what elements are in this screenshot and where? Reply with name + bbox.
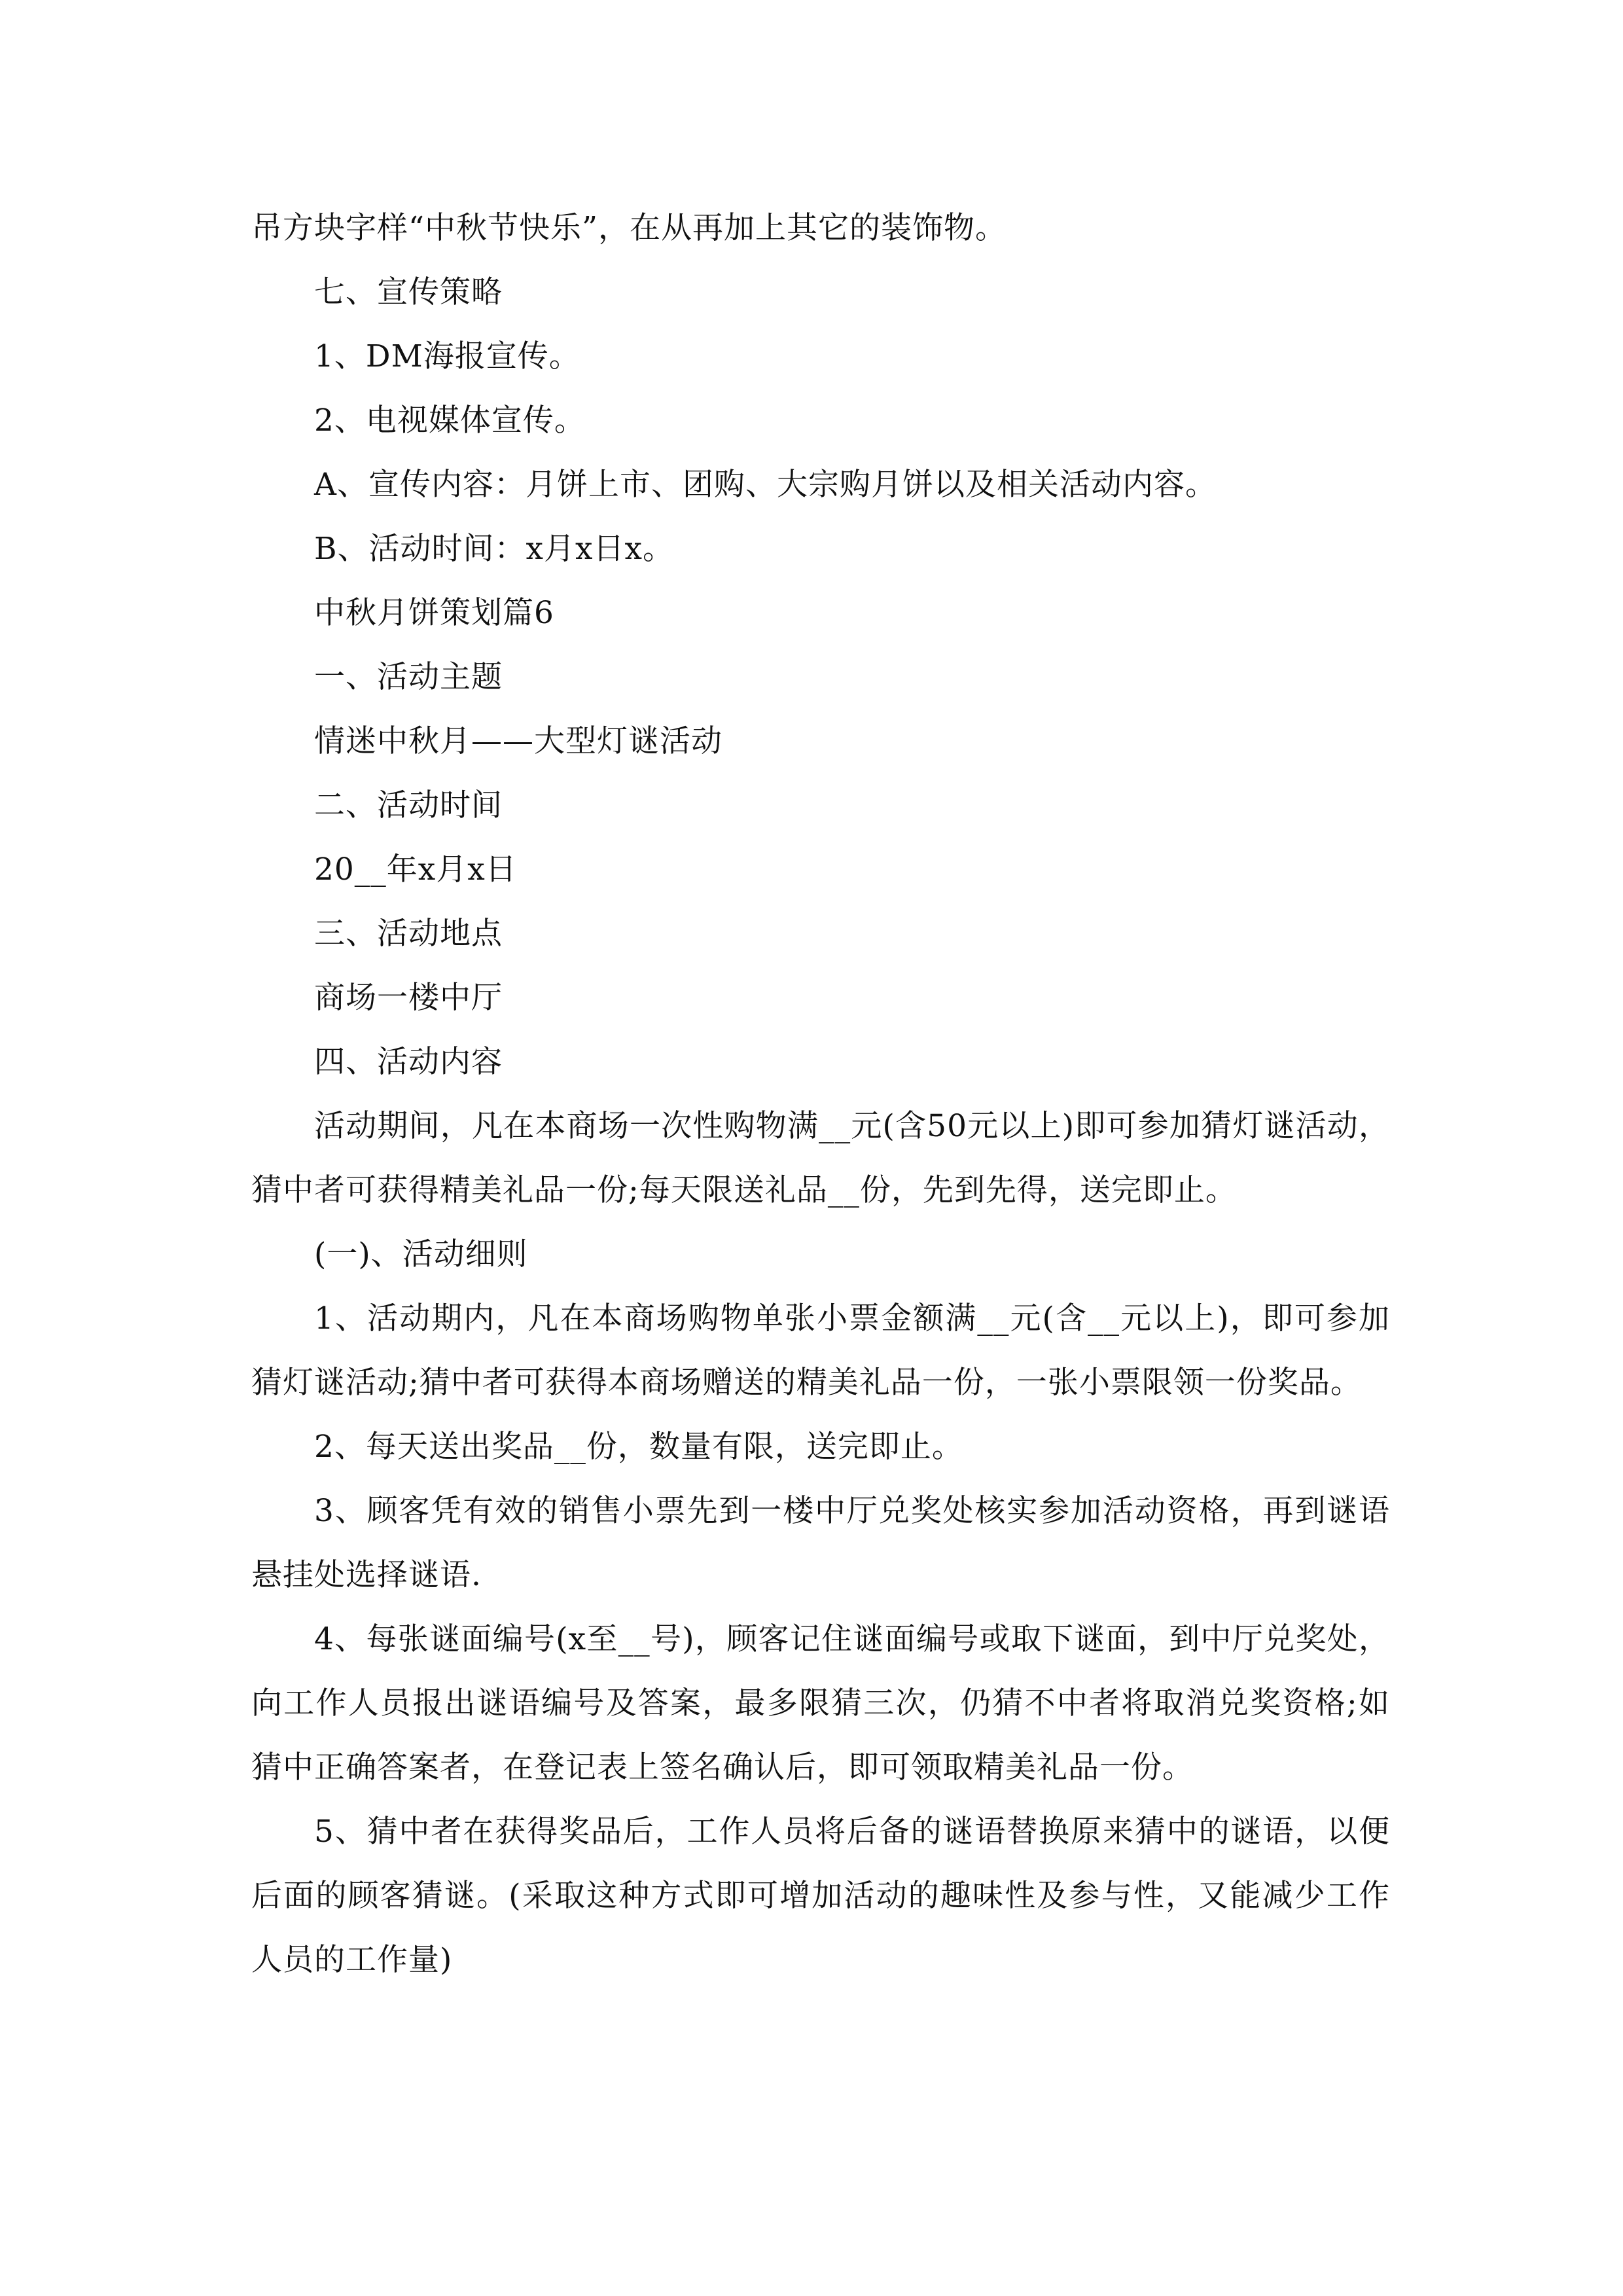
rule-item-4: 4、每张谜面编号(x至__号)，顾客记住谜面编号或取下谜面，到中厅兑奖处，向工作人员报出谜语编号及答案，最多限猜三次，仍猜不中者将取消兑奖资格;如猜中正确答案者，在登记表上签名确认后，即可领取精美礼品一份。	[251, 1621, 1390, 1785]
rule-item-3: 3、顾客凭有效的销售小票先到一楼中厅兑奖处核实参加活动资格，再到谜语悬挂处选择谜语.	[251, 1493, 1390, 1593]
list-item-dm-poster: 1、DM海报宣传。	[314, 338, 580, 374]
location-text: 商场一楼中厅	[314, 980, 503, 1016]
section-heading-time: 二、活动时间	[314, 787, 503, 823]
list-item-activity-time: B、活动时间：x月x日x。	[314, 531, 675, 567]
time-text: 20__年x月x日	[314, 852, 517, 888]
section-heading-promotion-strategy: 七、宣传策略	[314, 274, 503, 310]
paragraph-continuation: 吊方块字样“中秋节快乐”，在从再加上其它的装饰物。	[251, 210, 1007, 246]
rule-item-5: 5、猜中者在获得奖品后，工作人员将后备的谜语替换原来猜中的谜语，以便后面的顾客猜谜。(采取这种方式即可增加活动的趣味性及参与性，又能减少工作人员的工作量)	[251, 1814, 1390, 1978]
rule-item-2: 2、每天送出奖品__份，数量有限，送完即止。	[314, 1429, 963, 1465]
document-body	[251, 196, 1390, 1992]
section-heading-content: 四、活动内容	[314, 1044, 503, 1080]
content-paragraph: 活动期间，凡在本商场一次性购物满__元(含50元以上)即可参加猜灯谜活动，猜中者可获得精美礼品一份;每天限送礼品__份，先到先得，送完即止。	[251, 1108, 1390, 1208]
section-heading-theme: 一、活动主题	[314, 659, 503, 695]
list-item-promotion-content: A、宣传内容：月饼上市、团购、大宗购月饼以及相关活动内容。	[314, 467, 1217, 503]
list-item-tv-media: 2、电视媒体宣传。	[314, 403, 586, 439]
rule-item-1: 1、活动期内，凡在本商场购物单张小票金额满__元(含__元以上)，即可参加猜灯谜活动;猜中者可获得本商场赠送的精美礼品一份，一张小票限领一份奖品。	[251, 1300, 1390, 1401]
section-heading-location: 三、活动地点	[314, 916, 503, 952]
theme-text: 情迷中秋月——大型灯谜活动	[314, 723, 722, 759]
subsection-heading-rules: (一)、活动细则	[314, 1236, 528, 1272]
article-title: 中秋月饼策划篇6	[314, 595, 554, 631]
